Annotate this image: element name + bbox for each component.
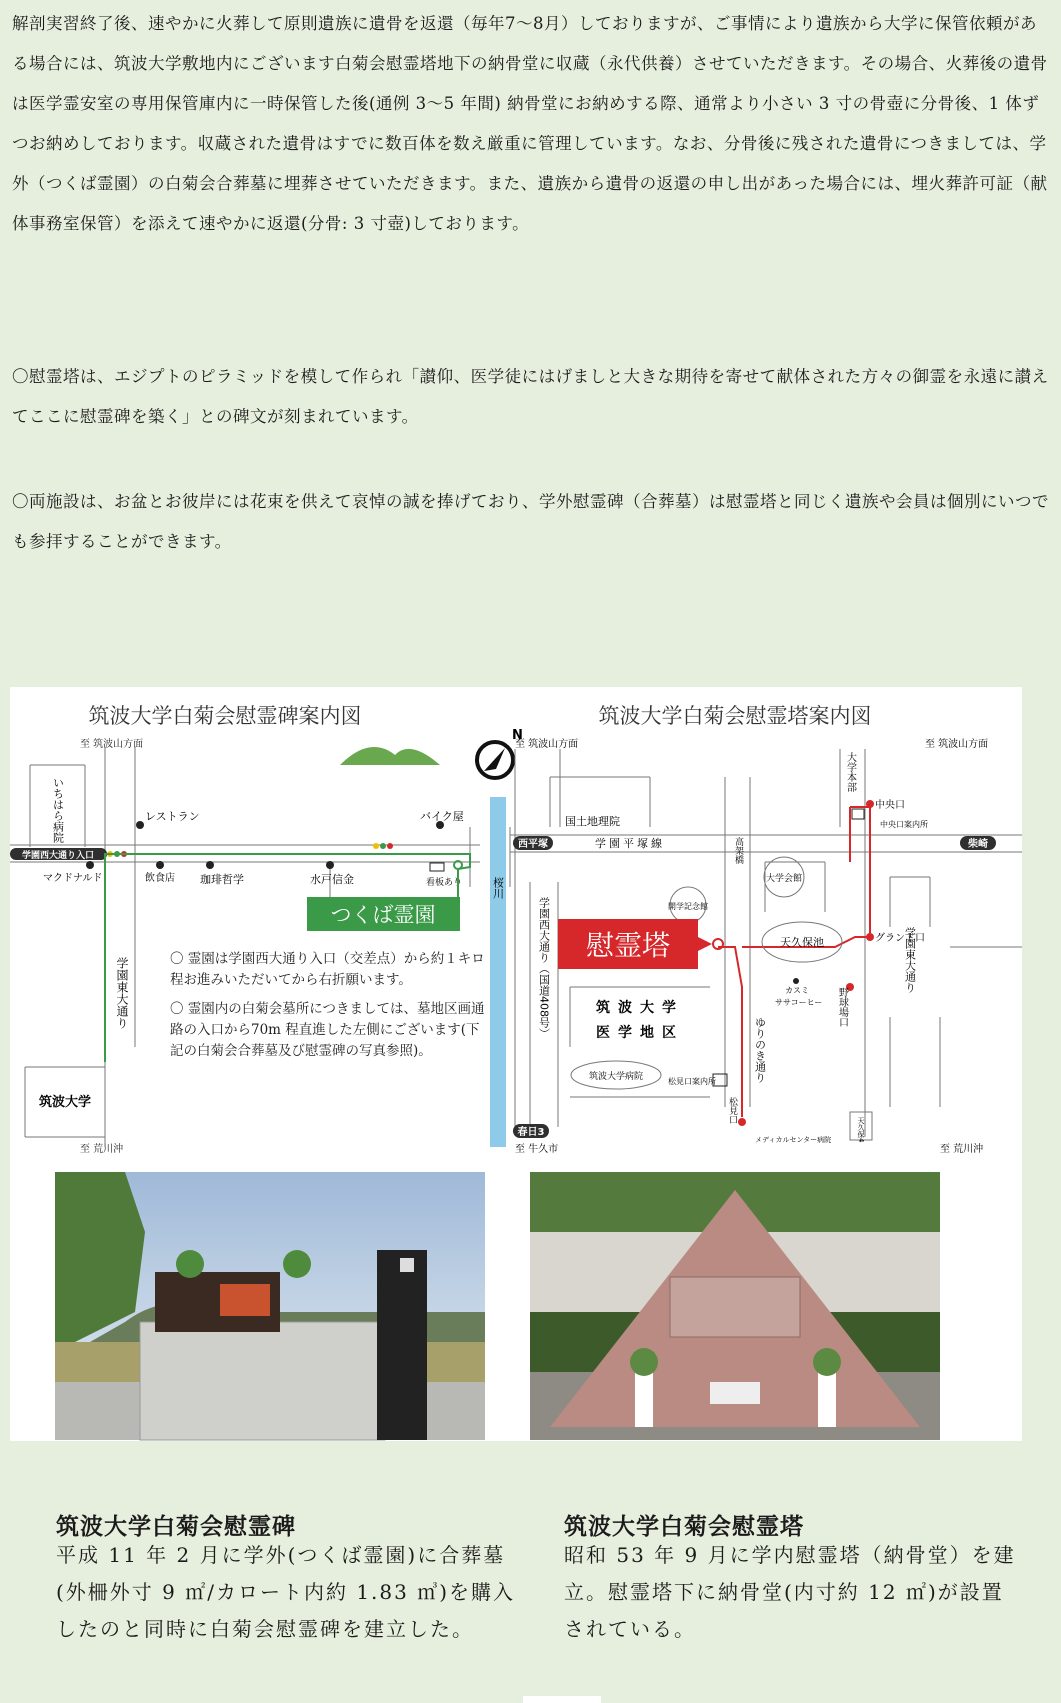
river [490,797,506,1147]
signboard-label: 看板あり [426,878,463,888]
north-label: N [512,728,523,743]
gsi-label: 国土地理院 [565,815,620,828]
cemetery-map [10,687,523,1157]
south-direction-label: 至 牛久市 [515,1144,559,1155]
intersection-label: 学園西大通り入口 [21,851,95,861]
tower-caption-title: 筑波大学白菊会慰霊塔 [564,1514,804,1540]
mcdonalds-label: マクドナルド [43,873,103,884]
note-directions: 〇 霊園は学園西大通り入口（交差点）から約１キロ程お進みいただいてから右折願います。 [170,951,485,988]
map-title: 筑波大学白菊会慰霊塔案内図 [598,704,872,728]
tower-label: 慰霊塔 [585,929,671,962]
north-direction-label: 至 筑波山方面 [515,739,579,750]
ground-gate-label: グランド口 [875,933,925,944]
baseball-gate-label: 野球場口 [836,987,848,1027]
kasuga-label: 春日3 [517,1127,545,1138]
facilities-paragraph: 〇両施設は、お盆とお彼岸には花束を供えて哀悼の誠を捧げており、学外慰霊碑（合葬墓）は慰霊塔と同じく遺族や会員は個別にいつでも参拝することができます。 [12,492,1049,551]
memorial-hall-label: 開学記念館 [668,902,708,911]
viaduct-label: 高架橋 [733,837,743,864]
river-label: 桜川 [491,877,505,899]
central-gate-label: 中央口 [875,800,905,811]
central-info-label: 中央口案内所 [880,820,928,829]
nishiheizuka-label: 西平塚 [518,839,548,850]
intro-paragraph: 解剖実習終了後、速やかに火葬して原則遺族に遺骨を返還（毎年7〜8月）しておりますが、ご事情により遺族から大学に保管依頼がある場合には、筑波大学敷地内にございます白菊会慰霊塔地下の納骨堂に収蔵（永代供養）させていただきます。その場合、火葬後の遺骨は医学霊安室の専用保管庫内に一時保管した後(通例 3〜5 年間) 納骨堂にお納めする際、通常より小さい 3 寸の骨壺に分骨後、1 体ずつお納めしております。収蔵された遺骨はすでに数百体を数え厳重に管理しています。なお、分骨後に残された遺骨につきましては、学外（つくば霊園）の白菊会合葬墓に埋葬させていただきます。また、遺族から遺骨の返還の申し出があった場合には、埋火葬許可証（献体事務室保管）を添えて速やかに返還(分骨: 3 寸壺)しております。 [12,14,1048,233]
east-street-label: 学園東大通り [115,957,129,1029]
route-line [718,947,742,1117]
north-direction-label: 至 筑波山方面 [80,739,144,750]
bottom-tab [523,1696,601,1703]
bank-label: 水戸信金 [310,873,354,886]
matsumi-info-label: 松見口案内所 [668,1077,716,1086]
matsumi-gate-label: 松見口 [727,1097,737,1124]
heizuka-line-label: 学園平塚線 [595,837,665,850]
monument-caption-body: 平成 11 年 2 月に学外(つくば霊園)に合葬墓(外柵外寸 9 ㎡/カロート内約 1.83 ㎥)を購入したのと同時に白菊会慰霊碑を建立した。 [56,1543,516,1641]
shibasaki-label: 柴崎 [968,839,988,850]
bike-shop-label: バイク屋 [420,810,464,823]
tower-map [510,687,1022,1157]
medical-area-line2: 医学地区 [596,1025,684,1041]
west-street-label: 学園西大通り（国道408号） [537,897,551,1039]
tenkubo-pond-label: 天久保池 [780,936,824,949]
restaurant-label: レストラン [145,810,200,823]
note-plot-location: 〇 霊園内の白菊会墓所につきましては、墓地区画通路の入口から70m 程直進した左側にございます(下記の白菊会合葬墓及び慰霊碑の写真参照)。 [170,1001,485,1059]
hq-label: 大学本部 [844,752,856,792]
kasumi-label: カスミ [785,986,809,995]
tower-caption-body: 昭和 53 年 9 月に学内慰霊塔（納骨堂）を建立。慰霊塔下に納骨堂(内寸約 12 ㎡)が設置されている。 [564,1543,1016,1641]
north-arrow-icon [477,742,513,778]
map-title: 筑波大学白菊会慰霊碑案内図 [88,704,362,728]
amakubo-label: 天久保4 [857,1117,865,1143]
south-right-direction-label: 至 荒川沖 [940,1144,984,1155]
eatery-label: 飲食店 [145,873,175,884]
sasa-label: ササコーヒー [775,998,823,1007]
medical-area-line1: 筑波大学 [596,1000,684,1016]
central-info-icon [852,809,864,819]
north-right-direction-label: 至 筑波山方面 [925,739,989,750]
cemetery-label: つくば霊園 [330,903,436,927]
hospital-label: 筑波大学病院 [588,1072,644,1082]
monument-caption-title: 筑波大学白菊会慰霊碑 [56,1514,296,1540]
south-direction-label: 至 荒川沖 [80,1144,124,1155]
hospital-label: いちはら病院 [51,777,65,843]
medical-center-label: メディカルセンター病院 [755,1136,832,1144]
tower-pyramid-photo [530,1172,940,1440]
tower-paragraph: 〇慰霊塔は、エジプトのピラミッドを模して作られ「讃仰、医学徒にはげましと大きな期待を寄せて献体された方々の御霊を永遠に讃えてここに慰霊碑を築く」との碑文が刻まれています。 [12,367,1049,426]
yurinoki-label: ゆりのき通り [753,1017,767,1083]
cemetery-monument-photo [55,1172,485,1440]
maps-and-photos-panel [10,687,1022,1441]
hills-logo [340,747,440,765]
univ-hall-label: 大学会館 [765,874,803,884]
university-label: 筑波大学 [38,1095,92,1110]
coffee-label: 珈琲哲学 [200,873,244,886]
east-street-label: 学園東大通り [903,927,917,993]
